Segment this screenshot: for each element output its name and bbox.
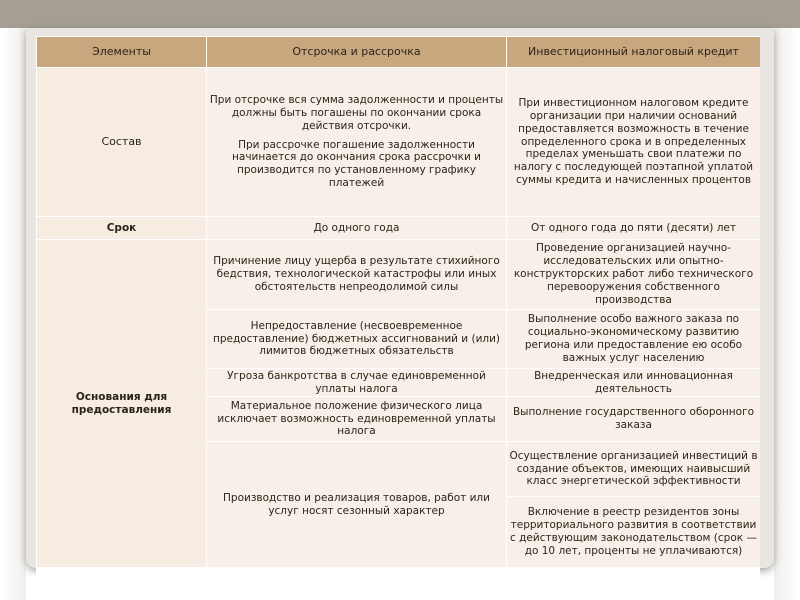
label-grounds: Основания для предоставления <box>37 240 207 568</box>
grounds-deferral-cell: Материальное положение физического лица исключает возможность единовременной уплаты налога <box>207 397 507 442</box>
grounds-credit-cell: Проведение организацией научно-исследовательских или опытно-конструкторских работ либо технического перевооружения собственного производства <box>507 240 761 310</box>
right-shadow <box>774 28 800 600</box>
comparison-table <box>36 36 760 568</box>
grounds-row <box>37 240 761 310</box>
grounds-deferral-cell: Производство и реализация товаров, работ или услуг носят сезонный характер <box>207 442 507 568</box>
row-composition <box>37 68 761 217</box>
left-shadow <box>0 28 26 600</box>
header-investment-credit: Инвестиционный налоговый кредит <box>507 37 761 68</box>
row-term <box>37 217 761 240</box>
grounds-credit-cell: Осуществление организацией инвестиций в создание объектов, имеющих наивысший класс энергетической эффективности <box>507 442 761 497</box>
comparison-table-frame <box>36 36 760 600</box>
grounds-deferral-cell: Причинение лицу ущерба в результате стихийного бедствия, технологической катастрофы или иных обстоятельств непреодолимой силы <box>207 240 507 310</box>
composition-deferral-text-2: При рассрочке погашение задолженности начинается до окончания срока рассрочки и производится по установленному графику платежей <box>232 138 481 190</box>
top-bar <box>0 0 800 28</box>
grounds-credit-cell: Выполнение государственного оборонного заказа <box>507 397 761 442</box>
grounds-deferral-cell: Угроза банкротства в случае единовременной уплаты налога <box>207 369 507 397</box>
grounds-credit-cell: Включение в реестр резидентов зоны территориального развития в соответствии с действующим законодательством (срок — до 10 лет, проценты не уплачиваются) <box>507 497 761 568</box>
header-deferral: Отсрочка и рассрочка <box>207 37 507 68</box>
grounds-deferral-cell: Непредоставление (несвоевременное предоставление) бюджетных ассигнований и (или) лимитов бюджетных обязательств <box>207 310 507 369</box>
grounds-credit-cell: Внедренческая или инновационная деятельность <box>507 369 761 397</box>
header-row <box>37 37 761 68</box>
term-deferral-cell: До одного года <box>207 217 507 240</box>
grounds-credit-cell: Выполнение особо важного заказа по социально-экономическому развитию региона или предоставление ею особо важных услуг населению <box>507 310 761 369</box>
header-elements: Элементы <box>37 37 207 68</box>
label-composition: Состав <box>37 68 207 217</box>
term-credit-cell: От одного года до пяти (десяти) лет <box>507 217 761 240</box>
composition-deferral-cell <box>207 68 507 217</box>
composition-credit-cell: При инвестиционном налоговом кредите организации при наличии оснований предоставляется возможность в течение определенного срока и в определенных пределах уменьшать свои платежи по налогу с последующей поэтапной уплатой суммы кредита и начисленных процентов <box>507 68 761 217</box>
composition-deferral-text-1: При отсрочке вся сумма задолженности и проценты должны быть погашены по окончании срока действия отсрочки. <box>209 93 504 132</box>
label-term: Срок <box>37 217 207 240</box>
